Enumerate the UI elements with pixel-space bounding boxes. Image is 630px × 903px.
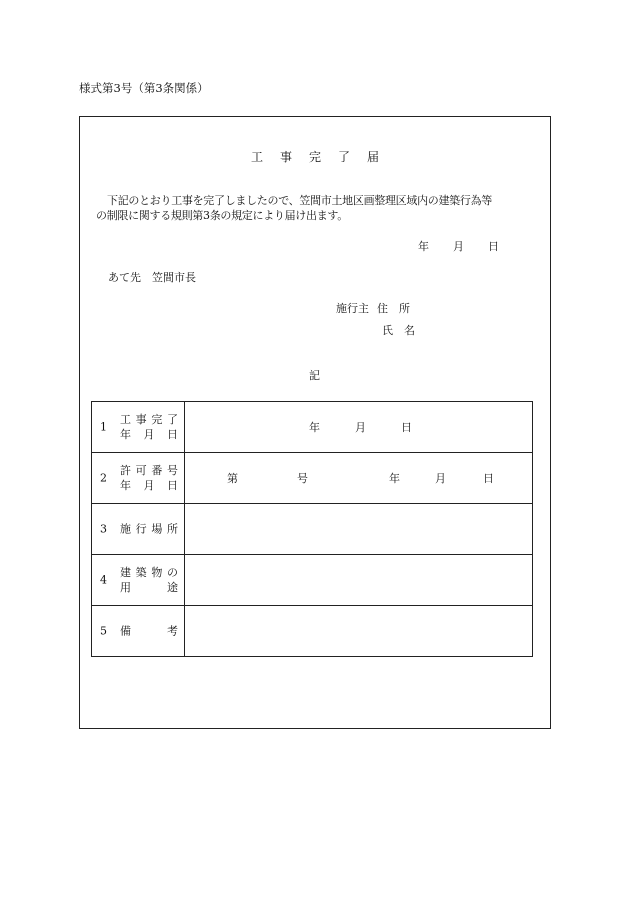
label-char: 場 bbox=[151, 522, 163, 536]
row-label bbox=[120, 565, 178, 595]
label-char: 許 bbox=[120, 464, 131, 477]
label-char: 行 bbox=[135, 522, 147, 536]
permit-number-field[interactable] bbox=[185, 453, 533, 504]
row-label bbox=[120, 412, 178, 442]
day-label: 日 bbox=[483, 472, 494, 485]
declaration-text bbox=[96, 193, 536, 223]
go-label: 号 bbox=[297, 472, 308, 485]
label-char: 了 bbox=[166, 413, 178, 426]
ki-marker: 記 bbox=[309, 369, 320, 382]
name-label: 氏 名 bbox=[382, 324, 415, 337]
label-char: 備 bbox=[120, 624, 131, 638]
table-row bbox=[92, 453, 533, 504]
document-title: 工事完了届 bbox=[250, 150, 396, 164]
applicant-name bbox=[382, 322, 415, 338]
declaration-line-1: 下記のとおり工事を完了しましたので、笠間市土地区画整理区域内の建築行為等 bbox=[107, 194, 492, 207]
label-char: 建 bbox=[120, 566, 131, 579]
label-cell bbox=[92, 402, 185, 453]
row-label bbox=[120, 463, 178, 493]
addressee: あて先 笠間市長 bbox=[108, 271, 196, 284]
label-char: の bbox=[166, 566, 178, 579]
applicant-address bbox=[336, 300, 410, 316]
table-row bbox=[92, 606, 533, 657]
year-label: 年 bbox=[389, 472, 400, 485]
applicant-label: 施行主 bbox=[336, 302, 369, 315]
label-char: 可 bbox=[135, 464, 147, 477]
date-year-label: 年 bbox=[418, 240, 429, 253]
label-char: 完 bbox=[151, 413, 163, 426]
label-char: 年 bbox=[120, 479, 131, 492]
submission-date bbox=[418, 238, 499, 254]
label-cell bbox=[92, 453, 185, 504]
month-label: 月 bbox=[435, 472, 446, 485]
label-char: 物 bbox=[151, 566, 163, 579]
row-label bbox=[120, 522, 178, 537]
month-label: 月 bbox=[355, 421, 366, 434]
table-row bbox=[92, 555, 533, 606]
year-label: 年 bbox=[309, 421, 320, 434]
label-char: 番 bbox=[151, 464, 163, 477]
date-day-label: 日 bbox=[488, 240, 499, 253]
label-char: 日 bbox=[167, 479, 178, 492]
row-number: 1 bbox=[100, 420, 107, 434]
form-number: 様式第3号（第3条関係） bbox=[79, 81, 209, 95]
completion-date-field[interactable] bbox=[185, 402, 533, 453]
table-row bbox=[92, 402, 533, 453]
row-label bbox=[120, 624, 178, 639]
declaration-line-2: の制限に関する規則第3条の規定により届け出ます。 bbox=[96, 209, 348, 222]
label-char: 築 bbox=[135, 566, 147, 579]
row-number: 5 bbox=[100, 624, 107, 638]
remarks-field[interactable] bbox=[185, 606, 533, 657]
day-label: 日 bbox=[401, 421, 412, 434]
row-number: 2 bbox=[100, 471, 107, 485]
label-char: 月 bbox=[143, 428, 155, 441]
label-char: 考 bbox=[167, 624, 178, 638]
label-char: 用 bbox=[120, 581, 131, 594]
label-char: 日 bbox=[167, 428, 178, 441]
label-cell bbox=[92, 504, 185, 555]
label-char: 年 bbox=[120, 428, 131, 441]
label-char: 月 bbox=[143, 479, 155, 492]
label-cell bbox=[92, 555, 185, 606]
label-cell bbox=[92, 606, 185, 657]
row-number: 4 bbox=[100, 573, 107, 587]
dai-label: 第 bbox=[227, 472, 238, 485]
address-label: 住 所 bbox=[377, 302, 410, 315]
row-number: 3 bbox=[100, 522, 107, 536]
label-char: 号 bbox=[166, 464, 178, 477]
table-row bbox=[92, 504, 533, 555]
label-char: 工 bbox=[120, 413, 131, 426]
building-use-field[interactable] bbox=[185, 555, 533, 606]
date-month-label: 月 bbox=[453, 240, 464, 253]
details-table bbox=[91, 401, 533, 657]
construction-location-field[interactable] bbox=[185, 504, 533, 555]
label-char: 事 bbox=[135, 413, 147, 426]
label-char: 施 bbox=[120, 522, 131, 536]
label-char: 所 bbox=[166, 522, 178, 536]
label-char: 途 bbox=[167, 581, 178, 594]
